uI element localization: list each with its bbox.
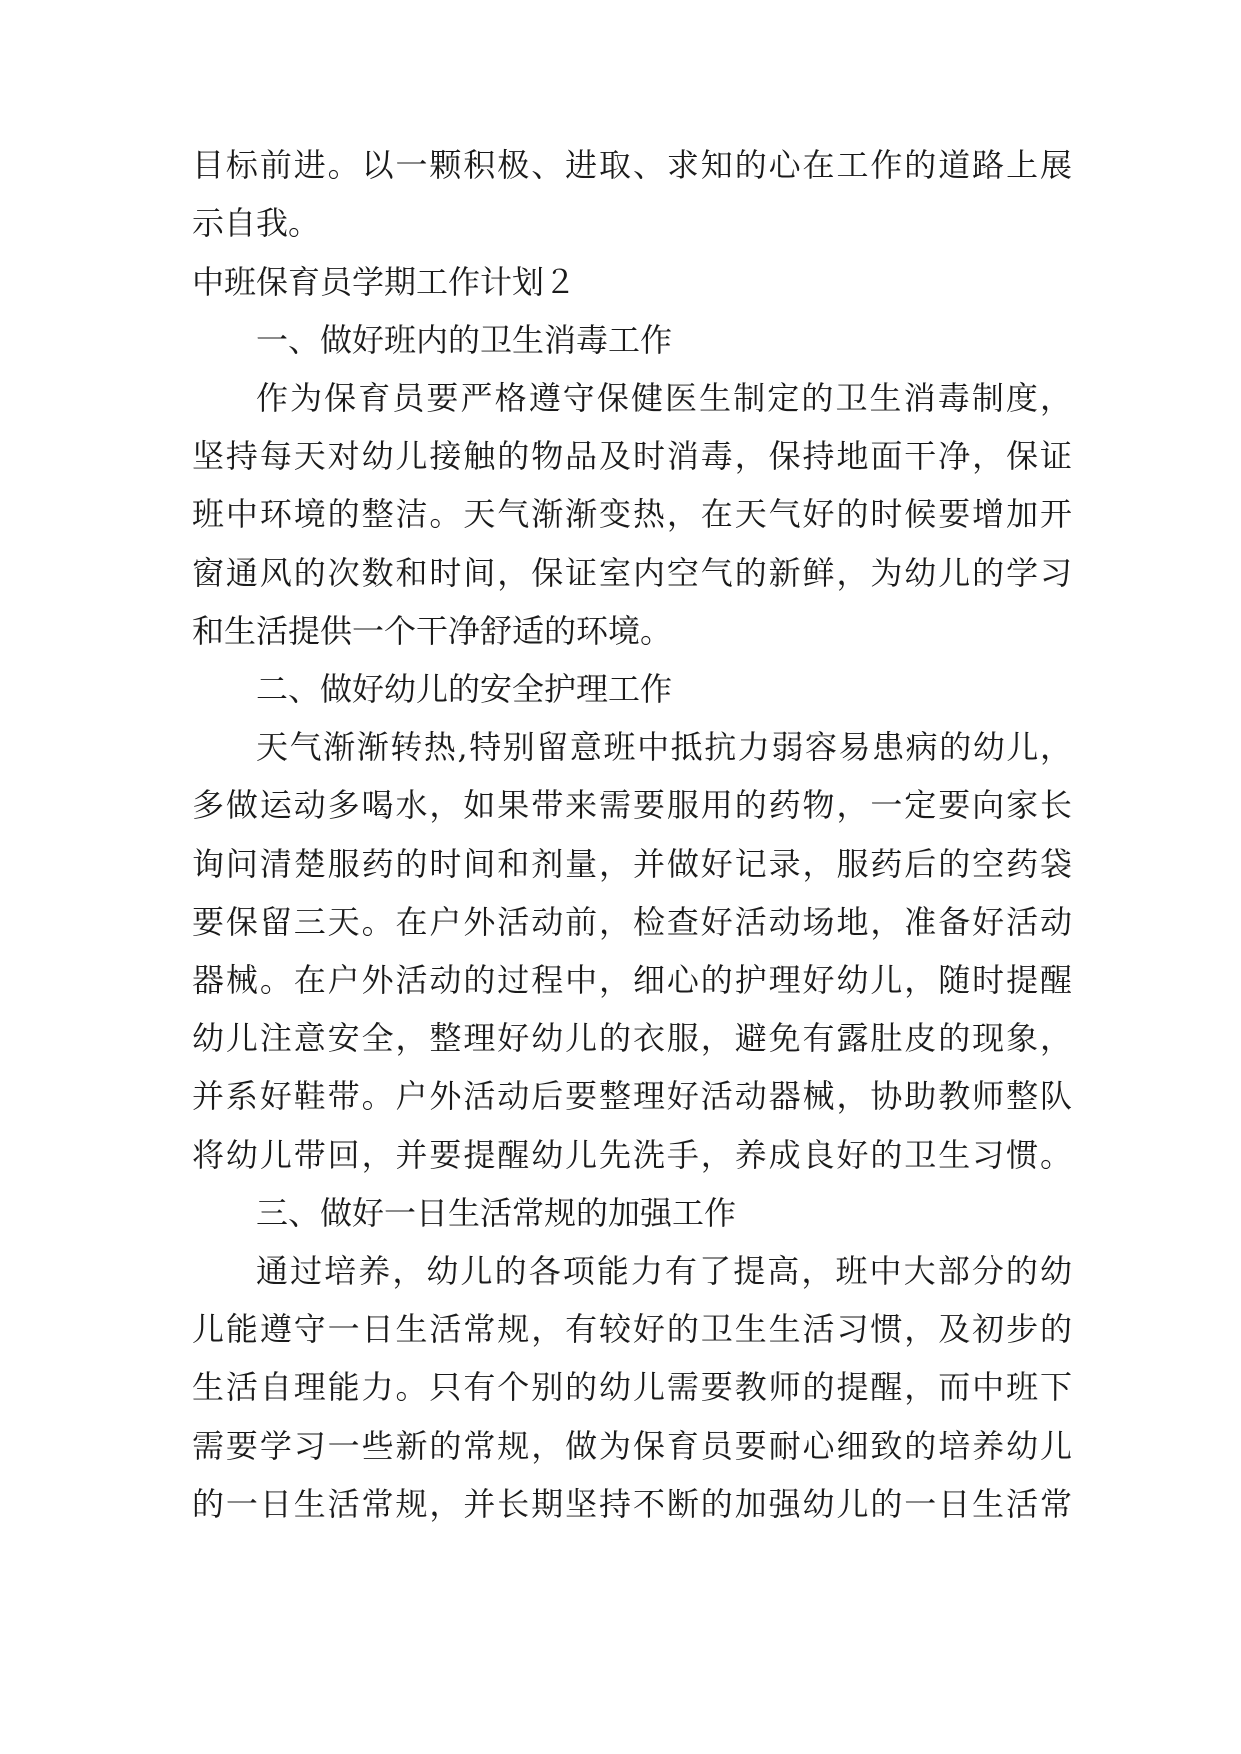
text-line: 儿能遵守一日生活常规，有较好的卫生生活习惯，及初步的 — [192, 1310, 1072, 1348]
text-line: 将幼儿带回，并要提醒幼儿先洗手，养成良好的卫生习惯。 — [192, 1136, 1072, 1174]
text-line: 的一日生活常规，并长期坚持不断的加强幼儿的一日生活常 — [192, 1485, 1072, 1523]
section-heading: 二、做好幼儿的安全护理工作 — [256, 670, 673, 708]
text-line: 生活自理能力。只有个别的幼儿需要教师的提醒，而中班下 — [192, 1368, 1072, 1406]
section-title: 中班保育员学期工作计划２ — [192, 263, 577, 301]
text-line: 通过培养，幼儿的各项能力有了提高，班中大部分的幼 — [256, 1252, 1072, 1290]
text-line: 要保留三天。在户外活动前，检查好活动场地，准备好活动 — [192, 903, 1072, 941]
text-line: 多做运动多喝水，如果带来需要服用的药物，一定要向家长 — [192, 786, 1072, 824]
text-line: 幼儿注意安全，整理好幼儿的衣服，避免有露肚皮的现象， — [192, 1019, 1072, 1057]
text-line: 和生活提供一个干净舒适的环境。 — [192, 612, 673, 650]
text-line: 天气渐渐转热,特别留意班中抵抗力弱容易患病的幼儿， — [256, 728, 1072, 766]
text-line: 询问清楚服药的时间和剂量，并做好记录，服药后的空药袋 — [192, 845, 1072, 883]
text-line: 示自我。 — [192, 204, 321, 242]
text-line: 器械。在户外活动的过程中，细心的护理好幼儿，随时提醒 — [192, 961, 1072, 999]
text-line: 坚持每天对幼儿接触的物品及时消毒，保持地面干净，保证 — [192, 437, 1072, 475]
text-line: 窗通风的次数和时间，保证室内空气的新鲜，为幼儿的学习 — [192, 554, 1072, 592]
text-line: 作为保育员要严格遵守保健医生制定的卫生消毒制度， — [256, 379, 1072, 417]
section-heading: 三、做好一日生活常规的加强工作 — [256, 1194, 737, 1232]
text-line: 需要学习一些新的常规，做为保育员要耐心细致的培养幼儿 — [192, 1427, 1072, 1465]
text-line: 并系好鞋带。户外活动后要整理好活动器械，协助教师整队 — [192, 1077, 1072, 1115]
section-heading: 一、做好班内的卫生消毒工作 — [256, 321, 673, 359]
text-line: 班中环境的整洁。天气渐渐变热，在天气好的时候要增加开 — [192, 495, 1072, 533]
text-line: 目标前进。以一颗积极、进取、求知的心在工作的道路上展 — [192, 146, 1072, 184]
